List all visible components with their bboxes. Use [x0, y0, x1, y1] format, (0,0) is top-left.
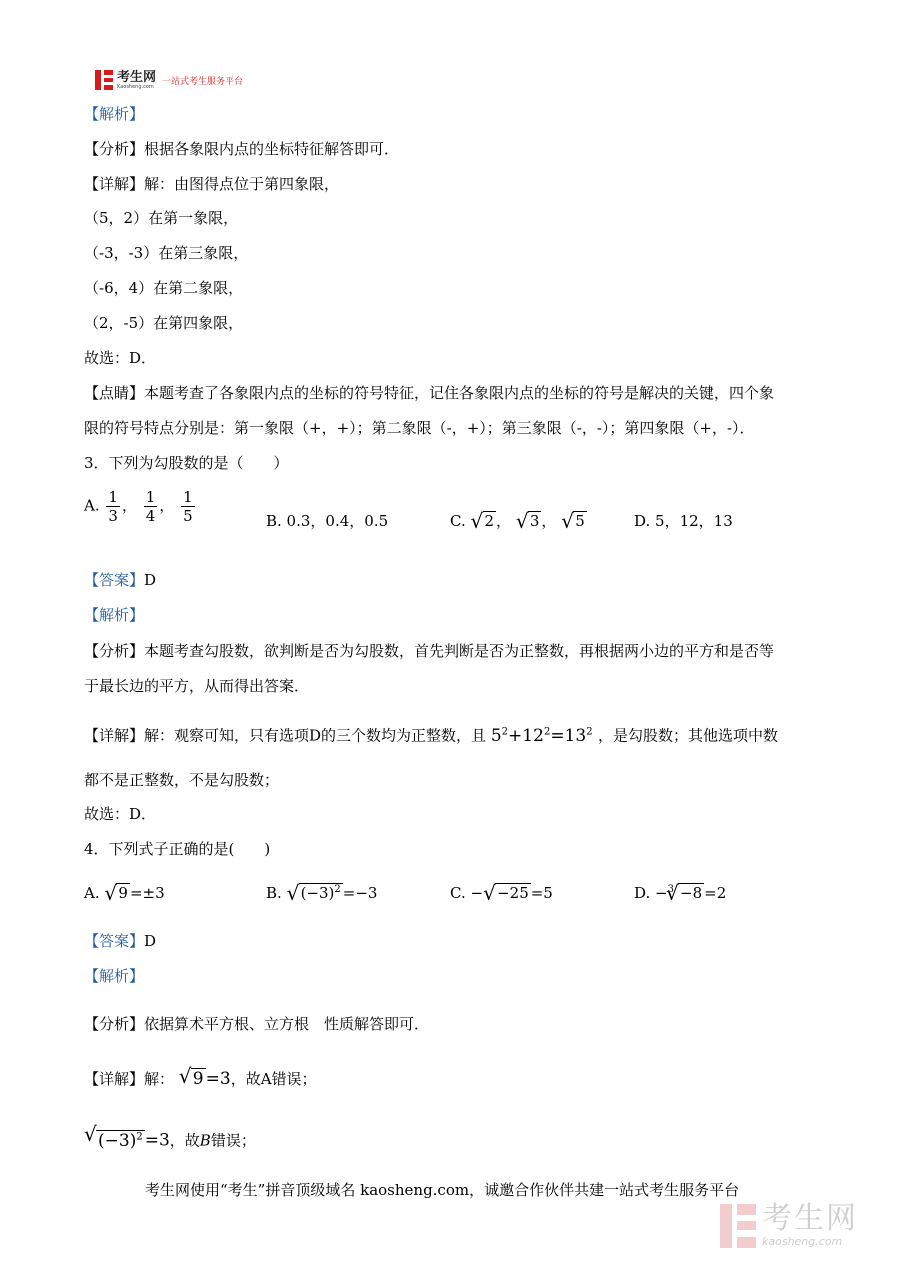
q4-detail-line2: √ $(-3)^2 =3$，故B错误；	[84, 1127, 256, 1151]
q2-jiexi-tag: 【解析】	[84, 105, 145, 123]
cube-root-expression: √ −8	[668, 884, 704, 902]
q3-option-b: B. 0.3，0.4，0.5	[266, 512, 389, 530]
q3-detail-line2: 都不是正整数，不是勾股数；	[84, 771, 280, 789]
q2-point-2: （-3，-3）在第三象限，	[84, 244, 249, 262]
q2-comment-line1: 【点睛】本题考查了各象限内点的坐标的符号特征，记住各象限内点的坐标的符号是解决的关键，四个象	[84, 384, 775, 402]
q4-option-c: C. −√ −25 =5	[450, 884, 553, 902]
q2-point-4: （2，-5）在第四象限，	[84, 314, 244, 332]
logo-text: 考生网	[117, 69, 157, 85]
fraction: $\frac{1}{4}$	[145, 488, 156, 525]
q3-choice: 故选：D．	[84, 805, 157, 823]
q4-option-a: A. √ 9 =±3	[84, 884, 165, 902]
q3-jiexi-tag: 【解析】	[84, 606, 145, 624]
q3-option-c: C. √ 2 ， √ 3 ， √ 5	[450, 510, 587, 531]
q2-choice: 故选：D．	[84, 349, 157, 367]
sqrt-expression: √ $(-3)^2$	[86, 1127, 145, 1151]
q2-point-1: （5，2）在第一象限，	[84, 209, 239, 227]
sqrt-expression: √ 3	[518, 512, 542, 530]
fraction: $\frac{1}{3}$	[108, 488, 118, 525]
q2-comment-line2: 限的符号特点分别是：第一象限（+，+）；第二象限（-，+）；第三象限（-，-）；第四象限（+，-）．	[84, 419, 755, 437]
logo-slogan: 一站式考生服务平台	[162, 76, 244, 87]
q2-detail: 【详解】解：由图得点位于第四象限，	[84, 175, 340, 193]
cube-root-index: 3	[667, 884, 674, 895]
kaosheng-logo-icon	[95, 70, 113, 90]
kaosheng-watermark-icon	[720, 1204, 756, 1248]
q3-answer: 【答案】D	[84, 571, 157, 589]
q3-detail-line1: 【详解】解：观察可知，只有选项D的三个数均为正整数，且 $5^2+12^2=13^2$ ，是勾股数；其他选项中数	[84, 725, 778, 746]
logo-subtext: Kaosheng.com	[117, 83, 154, 90]
fraction: $\frac{1}{5}$	[183, 488, 193, 525]
q3-option-a-label: A.	[84, 496, 100, 515]
sqrt-expression: √ −25	[485, 884, 531, 902]
q3-stem: 3．下列为勾股数的是（ ）	[84, 454, 289, 472]
q4-answer: 【答案】D	[84, 932, 157, 950]
site-logo	[95, 70, 243, 90]
watermark	[720, 1203, 858, 1248]
q4-detail-line1: 【详解】解： √ 9 =3，故A错误；	[84, 1069, 317, 1089]
q3-analysis-line1: 【分析】本题考查勾股数，欲判断是否为勾股数，首先判断是否为正整数，再根据两小边的平方和是否等	[84, 642, 775, 660]
q3-analysis-line2: 于最长边的平方，从而得出答案．	[84, 677, 310, 695]
sqrt-expression: √ 2	[473, 512, 497, 530]
q2-point-3: （-6，4）在第二象限，	[84, 279, 244, 297]
q4-stem: 4．下列式子正确的是( )	[84, 840, 271, 858]
q4-analysis: 【分析】依据算术平方根、立方根 性质解答即可．	[84, 1015, 430, 1033]
sqrt-expression: √ 5	[563, 512, 587, 530]
q4-option-b: B. √ $(-3)^2 =-3$	[266, 884, 377, 902]
watermark-subtext: kaosheng.com	[762, 1235, 843, 1248]
sqrt-expression: √ 9	[181, 1069, 206, 1089]
q4-option-d: D. −$^3$√ −8 =2	[634, 884, 726, 902]
q4-jiexi-tag: 【解析】	[84, 967, 145, 985]
page-footer: 考生网使用“考生”拼音顶级域名 kaosheng.com，诚邀合作伙伴共建一站式考生服务平台	[145, 1181, 740, 1199]
q2-analysis: 【分析】根据各象限内点的坐标特征解答即可．	[84, 140, 400, 158]
watermark-text: 考生网	[762, 1201, 858, 1236]
sqrt-expression: √ 9	[106, 884, 130, 902]
sqrt-expression: √ $(-3)^2$	[289, 884, 343, 902]
pythagorean-equation: $5^2+12^2=13^2$	[490, 725, 593, 746]
q3-option-a: A. $\frac{1}{3}$ ， $\frac{1}{4}$ ， $\frac{1}{5}$	[84, 488, 193, 525]
q3-option-d: D. 5，12，13	[634, 512, 733, 530]
